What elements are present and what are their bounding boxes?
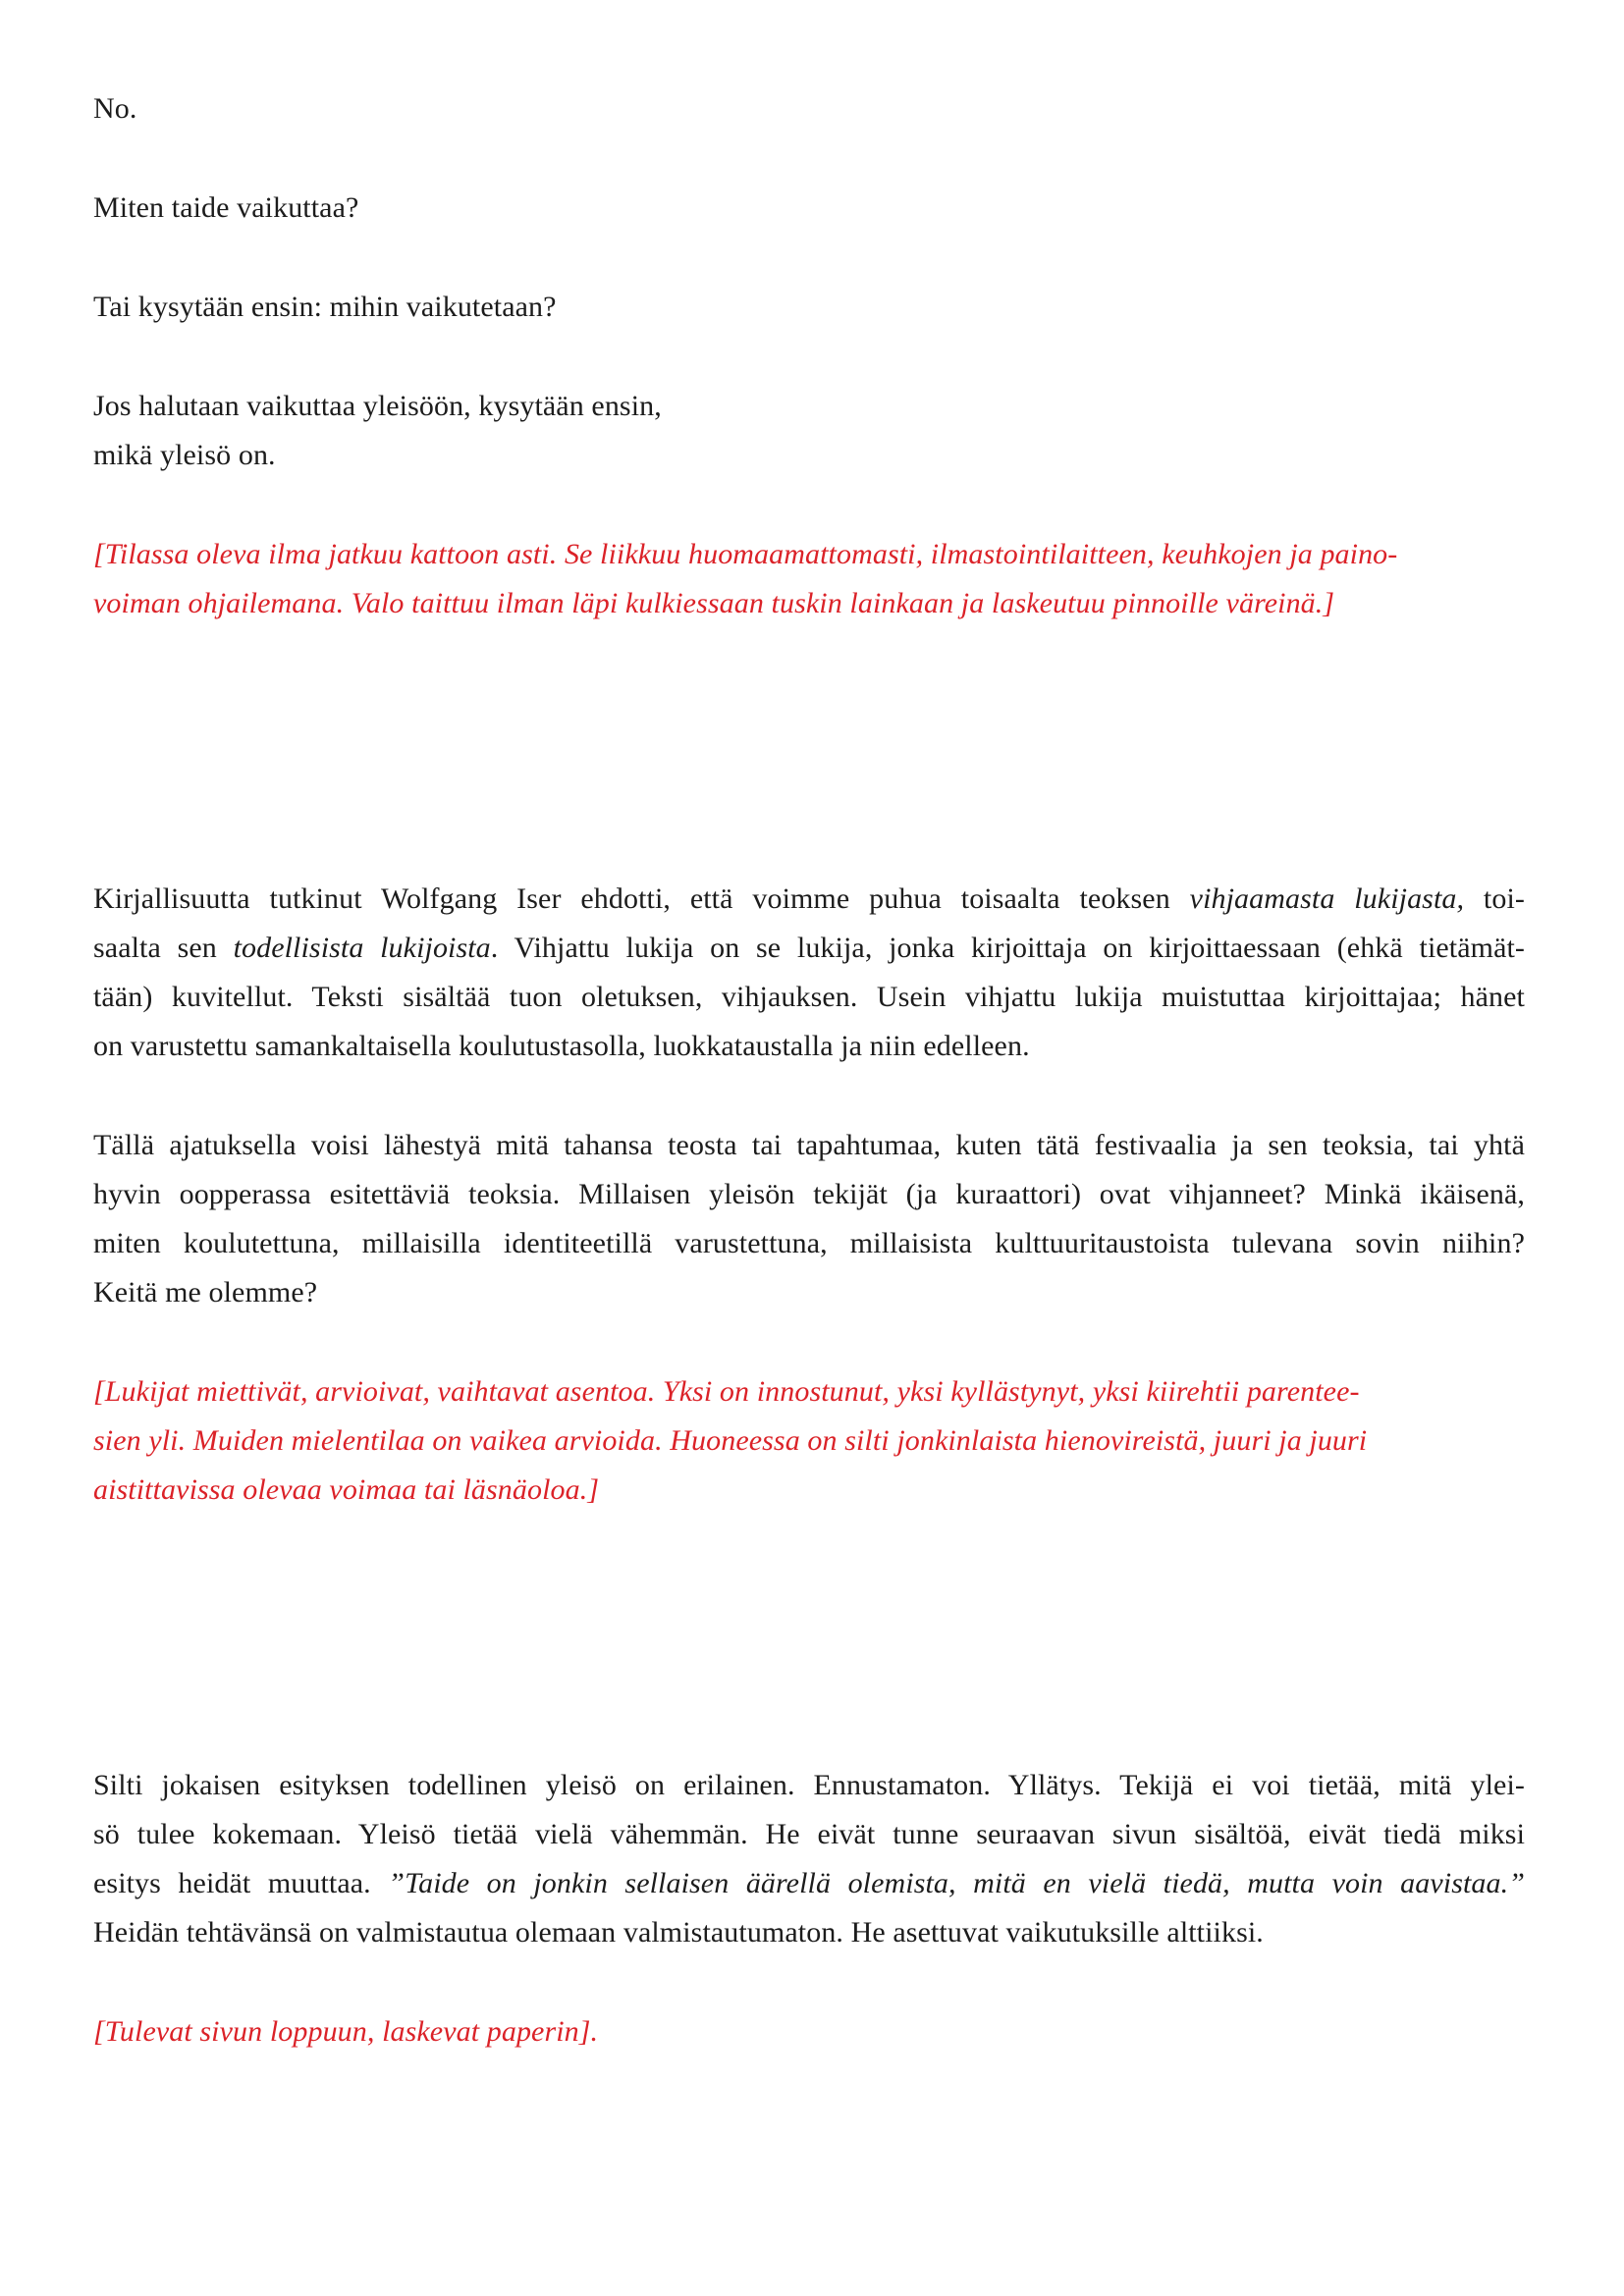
text-segment: esitys heidät muuttaa. (93, 1867, 389, 1899)
text-line (93, 579, 1525, 628)
text-line (93, 184, 1525, 233)
text-segment: hyvin oopperassa esitettäviä teoksia. Millaisen yleisön tekijät (ja kuraattori) ovat vihjanneet? Minkä ikäisenä, (93, 1178, 1525, 1210)
stage-direction-tilassa (93, 530, 1525, 628)
text-segment: No. (93, 92, 137, 125)
text-segment: on varustettu samankaltaisella koulutustasolla, luokkataustalla ja niin edelleen. (93, 1030, 1030, 1062)
text-line (93, 2007, 1525, 2056)
text-segment: Tällä ajatuksella voisi lähestyä mitä tahansa teosta tai tapahtumaa, kuten tätä festivaalia ja sen teoksia, tai yhtä (93, 1129, 1525, 1161)
paragraph-no (93, 84, 1525, 133)
text-segment: tään) kuvitellut. Teksti sisältää tuon oletuksen, vihjauksen. Usein vihjattu lukija muistuttaa kirjoittajaa; hänet (93, 981, 1525, 1013)
italic-text-segment: sien yli. Muiden mielentilaa on vaikea arvioida. Huoneessa on silti jonkinlaista hienovireistä, juuri ja juuri (93, 1424, 1368, 1457)
text-segment: mikä yleisö on. (93, 439, 276, 471)
italic-text-segment: voiman ohjailemana. Valo taittuu ilman läpi kulkiessaan tuskin lainkaan ja laskeutuu pinnoille väreinä.] (93, 587, 1335, 619)
text-segment: Kirjallisuutta tutkinut Wolfgang Iser ehdotti, että voimme puhua toisaalta teoksen (93, 882, 1190, 915)
text-line (93, 530, 1525, 579)
text-line (93, 924, 1525, 973)
stage-direction-tulevat (93, 2007, 1525, 2056)
text-line (93, 973, 1525, 1022)
text-segment: Keitä me olemme? (93, 1276, 318, 1308)
italic-text-segment: aistittavissa olevaa voimaa tai läsnäoloa.] (93, 1473, 600, 1506)
text-line (93, 1170, 1525, 1219)
text-line (93, 1761, 1525, 1810)
text-segment: saalta sen (93, 932, 234, 964)
stage-direction-lukijat (93, 1367, 1525, 1515)
italic-text-segment: [Tulevat sivun loppuun, laskevat paperin]. (93, 2015, 599, 2048)
paragraph-jos (93, 382, 1525, 480)
paragraph-tai (93, 283, 1525, 332)
text-segment: Silti jokaisen esityksen todellinen yleisö on erilainen. Ennustamaton. Yllätys. Tekijä ei voi tietää, mitä ylei- (93, 1769, 1525, 1801)
text-line (93, 1367, 1525, 1416)
paragraph-silti (93, 1761, 1525, 1957)
text-line (93, 84, 1525, 133)
text-segment: toi- (1464, 882, 1525, 915)
italic-text-segment: ”Taide on jonkin sellaisen äärellä olemista, mitä en vielä tiedä, mutta voin aavistaa.” (388, 1867, 1525, 1899)
text-line (93, 1908, 1525, 1957)
text-line (93, 382, 1525, 431)
text-segment: sö tulee kokemaan. Yleisö tietää vielä vähemmän. He eivät tunne seuraavan sivun sisältöä, eivät tiedä miksi (93, 1818, 1525, 1850)
text-line (93, 1268, 1525, 1317)
paragraph-kirjallisuutta (93, 875, 1525, 1071)
italic-text-segment: todellisista lukijoista (233, 932, 491, 964)
text-line (93, 1219, 1525, 1268)
text-segment: Miten taide vaikuttaa? (93, 191, 359, 224)
text-line (93, 875, 1525, 924)
text-line (93, 1859, 1525, 1908)
text-segment: Heidän tehtävänsä on valmistautua olemaan valmistautumaton. He asettuvat vaikutuksille alttiiksi. (93, 1916, 1264, 1949)
text-line (93, 283, 1525, 332)
text-line (93, 1416, 1525, 1466)
text-line (93, 1810, 1525, 1859)
paragraph-talla-ajatuksella (93, 1121, 1525, 1317)
text-line (93, 1121, 1525, 1170)
italic-text-segment: vihjaamasta lukijasta, (1189, 882, 1465, 915)
text-line (93, 1022, 1525, 1071)
text-segment: . Vihjattu lukija on se lukija, jonka kirjoittaja on kirjoittaessaan (ehkä tietämät- (490, 932, 1526, 964)
text-line (93, 1466, 1525, 1515)
italic-text-segment: [Lukijat miettivät, arvioivat, vaihtavat asentoa. Yksi on innostunut, yksi kyllästynyt, yksi kiirehtii parentee- (93, 1375, 1360, 1408)
italic-text-segment: [Tilassa oleva ilma jatkuu kattoon asti. Se liikkuu huomaamattomasti, ilmastointilaitteen, keuhkojen ja paino- (93, 538, 1398, 570)
text-line (93, 431, 1525, 480)
text-segment: Jos halutaan vaikuttaa yleisöön, kysytään ensin, (93, 390, 662, 422)
text-segment: Tai kysytään ensin: mihin vaikutetaan? (93, 291, 557, 323)
paragraph-miten (93, 184, 1525, 233)
text-segment: miten koulutettuna, millaisilla identiteetillä varustettuna, millaisista kulttuuritaustoista tulevana sovin niihin? (93, 1227, 1525, 1259)
